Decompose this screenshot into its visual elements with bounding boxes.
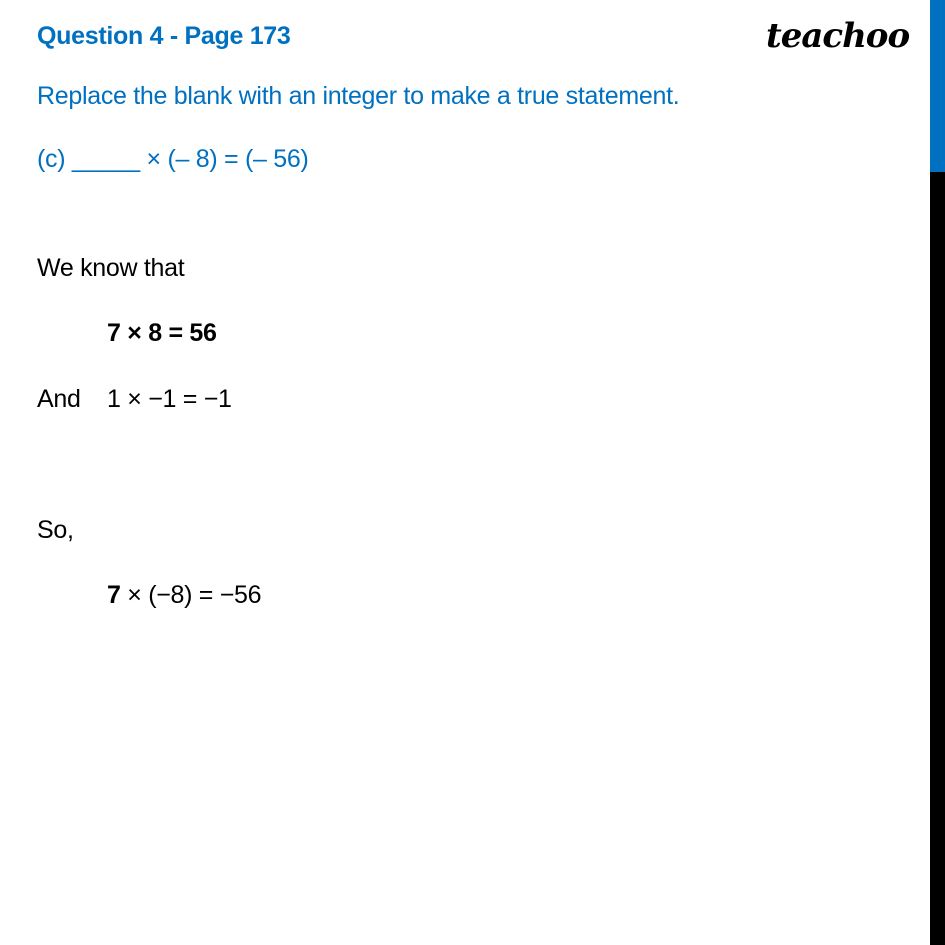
scrollbar-thumb[interactable]	[930, 0, 945, 172]
solution-line-1: We know that	[37, 254, 185, 282]
scrollbar[interactable]	[930, 0, 945, 945]
solution-line-4: So,	[37, 516, 74, 544]
solution-line-3-expr: 1 × −1 = −1	[107, 385, 232, 413]
solution-line-2: 7 × 8 = 56	[107, 319, 217, 347]
answer-value: 7	[107, 581, 121, 609]
answer-expression: × (−8) = −56	[120, 581, 262, 609]
page-title: Question 4 - Page 173	[37, 22, 291, 50]
solution-line-3-label: And	[37, 385, 81, 413]
answer-line	[107, 581, 261, 610]
question-part: (c) _____ × (– 8) = (– 56)	[37, 145, 309, 173]
teachoo-logo: teachoo	[766, 16, 910, 56]
question-prompt: Replace the blank with an integer to make a true statement.	[37, 82, 680, 110]
